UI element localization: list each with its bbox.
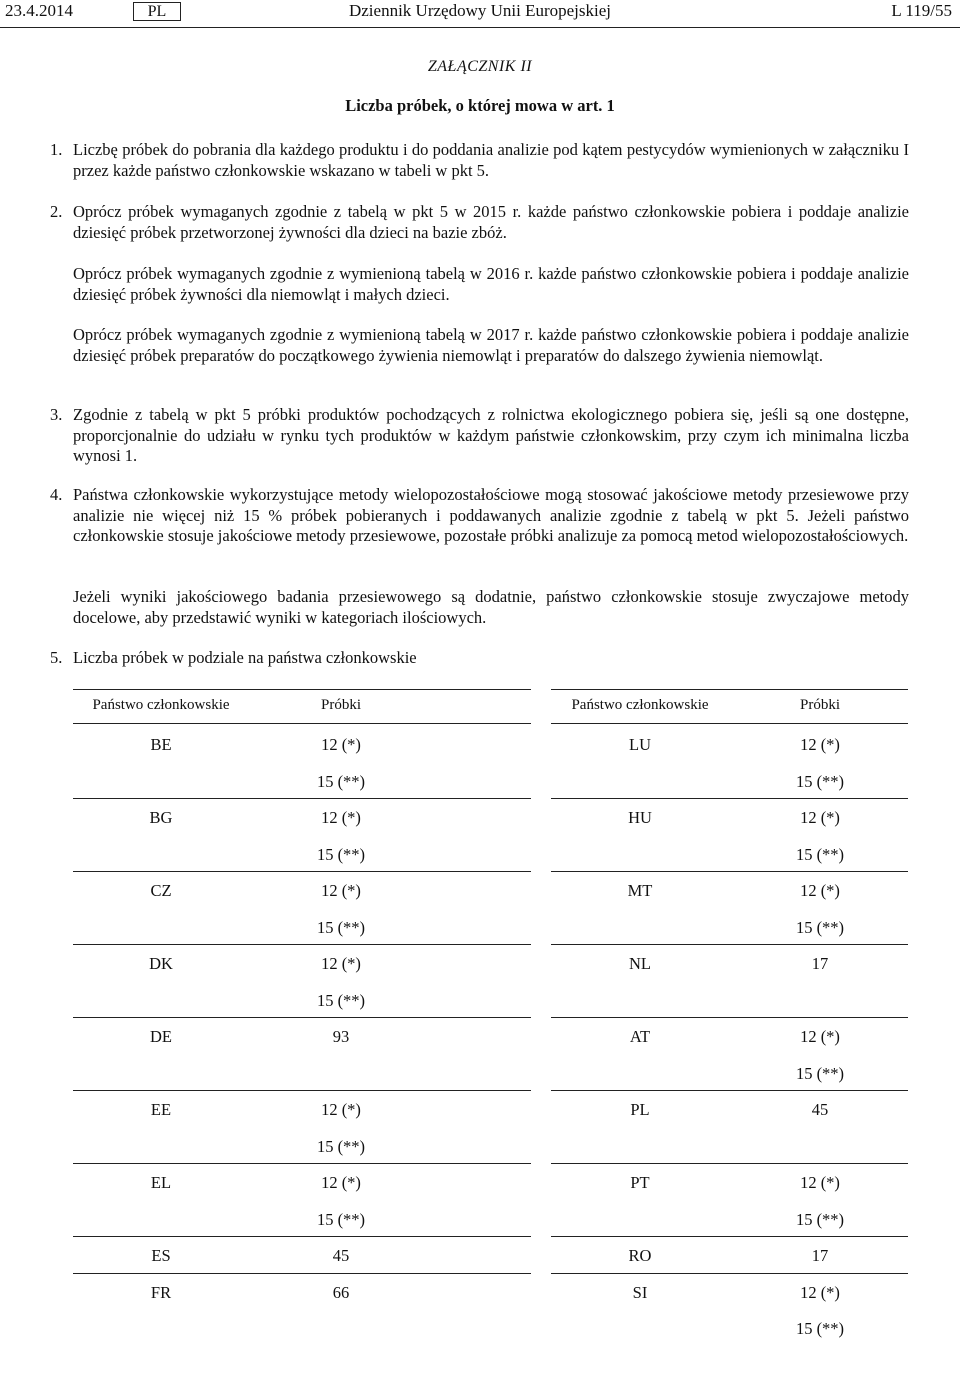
language-badge: PL xyxy=(133,2,181,21)
column-header-samples: Próbki xyxy=(320,697,361,713)
table-rule xyxy=(73,1017,531,1018)
samples-cell: 17 xyxy=(811,954,829,973)
table-rule xyxy=(73,1236,531,1237)
samples-cell: 66 xyxy=(332,1282,350,1302)
annex-label: ZAŁĄCZNIK II xyxy=(427,58,533,75)
samples-cell: 12 (*) xyxy=(800,1173,840,1192)
item-number: 4. xyxy=(50,485,63,504)
samples-cell: 15 (**) xyxy=(795,844,845,864)
samples-cell: 15 (**) xyxy=(316,990,366,1010)
country-cell: PT xyxy=(630,1173,650,1192)
paragraph: Zgodnie z tabelą w pkt 5 próbki produktów pochodzących z rolnictwa ekologicznego pobiera się, jeśli są one dostępne, proporcjonalnie do udziału w rynku tych produktów w każdym państwie członkowskim, przy czym ich minimalna liczba wynosi 1. xyxy=(73,405,909,465)
samples-cell: 12 (*) xyxy=(321,1100,361,1119)
samples-cell: 15 (**) xyxy=(316,917,366,937)
publication-date: 23.4.2014 xyxy=(5,1,73,20)
samples-cell: 12 (*) xyxy=(321,954,361,973)
country-cell: LU xyxy=(629,735,651,754)
table-rule xyxy=(73,689,531,690)
country-cell: PL xyxy=(630,1100,650,1119)
samples-cell: 12 (*) xyxy=(800,1282,840,1302)
page-reference: L 119/55 xyxy=(891,1,952,20)
samples-cell: 45 xyxy=(332,1246,350,1265)
document-title: Liczba próbek, o której mowa w art. 1 xyxy=(345,96,615,115)
samples-cell: 15 (**) xyxy=(795,1319,845,1338)
samples-cell: 12 (*) xyxy=(321,808,361,827)
country-cell: AT xyxy=(629,1027,651,1046)
samples-cell: 12 (*) xyxy=(800,1027,840,1046)
country-cell: DE xyxy=(150,1027,172,1046)
table-rule xyxy=(73,1273,531,1274)
country-cell: NL xyxy=(629,954,651,973)
table-rule xyxy=(73,944,531,945)
paragraph: Liczbę próbek do pobrania dla każdego produktu i do poddania analizie pod kątem pestycydów wymienionych w załączniku I przez każde państwo członkowskie wskazano w tabeli w pkt 5. xyxy=(73,140,909,180)
country-cell: BG xyxy=(149,808,173,827)
country-cell: RO xyxy=(628,1246,652,1265)
country-cell: BE xyxy=(150,735,172,754)
country-cell: SI xyxy=(632,1282,648,1302)
paragraph: Państwa członkowskie wykorzystujące metody wielopozostałościowe mogą stosować jakościowe metody przesiewowe przy analizie nie więcej niż 15 % próbek pobieranych i poddawanych analizie zgodnie z tabelą w pkt 5. Jeżeli państwo członkowskie stosuje jakościowe metody przesiewowe, pozostałe próbki analizuje za pomocą metod wielopozostałościowych. xyxy=(73,485,909,545)
country-cell: MT xyxy=(627,881,653,900)
samples-cell: 15 (**) xyxy=(795,1063,845,1083)
samples-cell: 12 (*) xyxy=(321,881,361,900)
country-cell: HU xyxy=(628,808,652,827)
header-divider xyxy=(0,27,960,28)
samples-cell: 17 xyxy=(811,1246,829,1265)
table-rule xyxy=(551,1017,908,1018)
samples-cell: 15 (**) xyxy=(316,844,366,864)
table-rule xyxy=(73,798,531,799)
table-rule xyxy=(551,798,908,799)
item-number: 2. xyxy=(50,202,63,221)
samples-cell: 15 (**) xyxy=(316,1209,366,1229)
table-rule xyxy=(551,689,908,690)
samples-cell: 45 xyxy=(811,1100,829,1119)
samples-cell: 15 (**) xyxy=(795,771,845,791)
table-rule xyxy=(551,1163,908,1164)
table-rule xyxy=(551,944,908,945)
item-number: 3. xyxy=(50,405,63,424)
item-number: 1. xyxy=(50,140,63,159)
samples-cell: 12 (*) xyxy=(800,881,840,900)
column-header-country: Państwo członkowskie xyxy=(571,697,709,713)
table-rule xyxy=(551,871,908,872)
column-header-country: Państwo członkowskie xyxy=(92,697,230,713)
samples-cell: 12 (*) xyxy=(800,808,840,827)
samples-cell: 15 (**) xyxy=(795,1209,845,1229)
samples-cell: 12 (*) xyxy=(800,735,840,754)
table-rule xyxy=(551,1236,908,1237)
paragraph: Oprócz próbek wymaganych zgodnie z wymienioną tabelą w 2017 r. każde państwo członkowskie pobiera i poddaje analizie dziesięć próbek preparatów do początkowego żywienia niemowląt i preparatów do dalszego żywienia niemowląt. xyxy=(73,325,909,365)
table-rule xyxy=(73,723,531,724)
table-rule xyxy=(73,1163,531,1164)
country-cell: EL xyxy=(150,1173,172,1192)
table-rule xyxy=(73,1090,531,1091)
samples-cell: 15 (**) xyxy=(316,1136,366,1156)
table-rule xyxy=(73,871,531,872)
samples-cell: 93 xyxy=(332,1027,350,1046)
table-rule xyxy=(551,723,908,724)
country-cell: CZ xyxy=(150,881,172,900)
country-cell: ES xyxy=(151,1246,171,1265)
paragraph: Jeżeli wyniki jakościowego badania przesiewowego są dodatnie, państwo członkowskie stosuje zwyczajowe metody docelowe, aby przedstawić wyniki w kategoriach ilościowych. xyxy=(73,587,909,627)
column-header-samples: Próbki xyxy=(799,697,840,713)
country-cell: FR xyxy=(150,1282,172,1302)
samples-cell: 12 (*) xyxy=(321,735,361,754)
paragraph: Liczba próbek w podziale na państwa członkowskie xyxy=(73,648,417,667)
samples-cell: 12 (*) xyxy=(321,1173,361,1192)
country-cell: DK xyxy=(149,954,173,973)
country-cell: EE xyxy=(150,1100,172,1119)
paragraph: Oprócz próbek wymaganych zgodnie z wymienioną tabelą w 2016 r. każde państwo członkowskie pobiera i poddaje analizie dziesięć próbek żywności dla niemowląt i małych dzieci. xyxy=(73,264,909,304)
paragraph: Oprócz próbek wymaganych zgodnie z tabelą w pkt 5 w 2015 r. każde państwo członkowskie pobiera i poddaje analizie dziesięć próbek przetworzonej żywności dla dzieci na bazie zbóż. xyxy=(73,202,909,242)
item-number: 5. xyxy=(50,648,63,667)
samples-cell: 15 (**) xyxy=(316,771,366,791)
journal-title: Dziennik Urzędowy Unii Europejskiej xyxy=(348,1,611,20)
samples-cell: 15 (**) xyxy=(795,917,845,937)
table-rule xyxy=(551,1090,908,1091)
table-rule xyxy=(551,1273,908,1274)
